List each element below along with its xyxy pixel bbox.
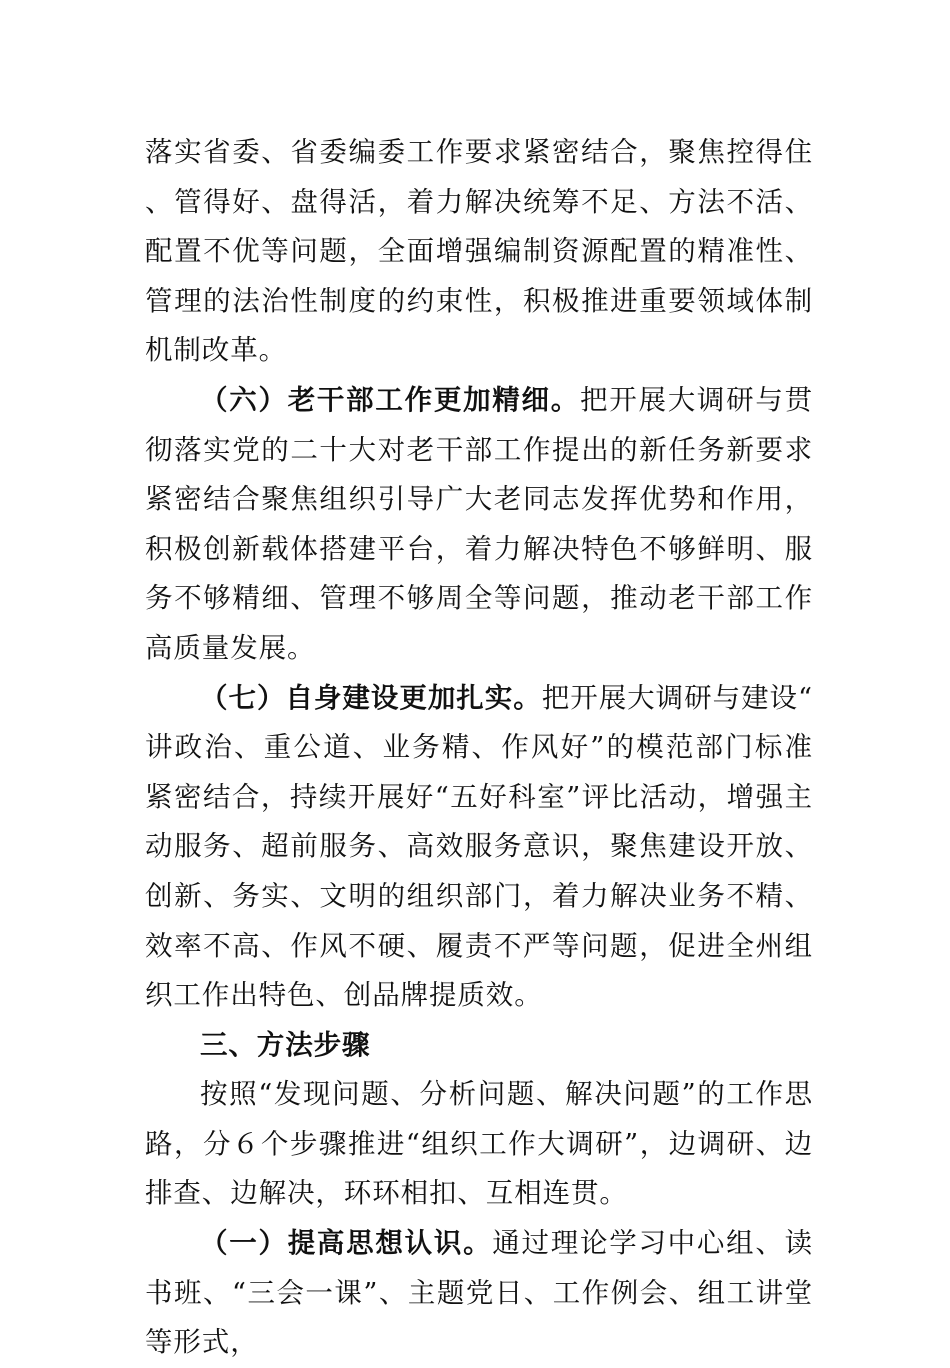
paragraph-text: 按照“发现问题、分析问题、解决问题”的工作思路，分６个步骤推进“组织工作大调研”，边调研、边排查、边解决，环环相扣、互相连贯。 xyxy=(145,1078,813,1210)
paragraph-section-6 xyxy=(145,376,813,674)
paragraph-lead: （六）老干部工作更加精细。 xyxy=(200,383,580,416)
paragraph-section-7 xyxy=(145,674,813,1021)
paragraph-text: 把开展大调研与建设“讲政治、重公道、业务精、作风好”的模范部门标准紧密结合，持续开展好“五好科室”评比活动，增强主动服务、超前服务、高效服务意识，聚焦建设开放、创新、务实、文明的组织部门，着力解决业务不精、效率不高、作风不硬、履责不严等问题，促进全州组织工作出特色、创品牌提质效。 xyxy=(145,681,813,1012)
document-page xyxy=(145,128,813,1368)
paragraph-lead: （一）提高思想认识。 xyxy=(200,1227,493,1260)
paragraph-step-1 xyxy=(145,1219,813,1368)
paragraph-text: 通过理论学习中心组、读书班、“三会一课”、主题党日、工作例会、组工讲堂等形式， xyxy=(145,1227,813,1359)
section-heading: 三、方法步骤 xyxy=(200,1028,371,1061)
paragraph-method-intro xyxy=(145,1070,813,1219)
paragraph-continuation xyxy=(145,128,813,376)
paragraph-text: 落实省委、省委编委工作要求紧密结合，聚焦控得住、管得好、盘得活，着力解决统筹不足、方法不活、配置不优等问题，全面增强编制资源配置的精准性、管理的法治性制度的约束性，积极推进重要领域体制机制改革。 xyxy=(145,136,813,367)
paragraph-lead: （七）自身建设更加扎实。 xyxy=(200,681,542,714)
paragraph-text: 把开展大调研与贯彻落实党的二十大对老干部工作提出的新任务新要求紧密结合聚焦组织引导广大老同志发挥优势和作用，积极创新载体搭建平台，着力解决特色不够鲜明、服务不够精细、管理不够周全等问题，推动老干部工作高质量发展。 xyxy=(145,383,814,664)
